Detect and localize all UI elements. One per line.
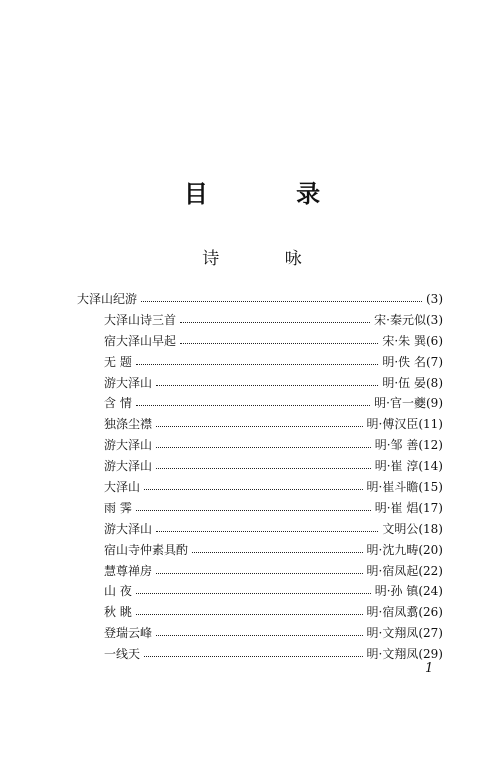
toc-entry-page: (26) [418,605,443,620]
toc-entry-title: 宿山寺仲素具酌 [104,542,189,557]
toc-entry-row[interactable] [77,331,443,352]
toc-entry-row[interactable] [77,623,443,644]
toc-leader-dots [156,573,363,574]
toc-leader-dots [180,343,378,344]
toc-entry-title: 游大泽山 [104,521,153,536]
toc-leader-dots [136,593,371,594]
toc-entry-title: 秋 眺 [104,605,132,620]
toc-leader-dots [144,656,363,657]
toc-entry-row[interactable] [77,602,443,623]
toc-entry-title: 大泽山 [104,480,141,495]
toc-leader-dots [156,426,363,427]
toc-entry-row[interactable] [77,310,443,331]
toc-group-label: 大泽山纪游 [77,292,138,306]
toc-entry-page: (7) [426,354,443,369]
page-title: 目 录 [183,180,361,208]
toc-entry-row[interactable] [77,456,443,477]
toc-entry-page: (15) [418,480,443,495]
toc-leader-dots [136,405,370,406]
toc-leader-dots [180,322,370,323]
toc-entry-author: 明·佚 名 [382,354,426,369]
toc-entry-row[interactable] [77,561,443,582]
toc-entry-row[interactable] [77,373,443,394]
toc-leader-dots [136,364,379,365]
section-heading: 诗 咏 [202,249,332,269]
toc-entry-title: 一线天 [104,647,141,662]
toc-entry-page: (29) [418,647,443,662]
toc-entry-row[interactable] [77,477,443,498]
toc-leader-dots [141,301,422,302]
toc-entry-row[interactable] [77,540,443,561]
toc-entry-page: (17) [418,500,443,515]
toc-entry-author: 明·邹 善 [374,438,419,453]
toc-entry-row[interactable] [77,435,443,456]
toc-entry-title: 游大泽山 [104,438,153,453]
toc-entry-title: 含 情 [104,396,132,411]
toc-entry-page: (14) [418,459,443,474]
toc-entry-page: (3) [426,312,443,327]
toc-entry-row[interactable] [77,644,443,665]
toc-leader-dots [136,614,363,615]
toc-leader-dots [136,510,371,511]
toc-entry-page: (8) [426,375,443,390]
toc-entry-title: 大泽山诗三首 [104,312,177,327]
table-of-contents [77,289,443,665]
toc-entry-author: 明·文翔凤 [366,647,419,662]
toc-entry-page: (12) [418,438,443,453]
toc-entry-page: (9) [426,396,443,411]
toc-entry-title: 慧尊禅房 [104,563,153,578]
toc-leader-dots [156,531,378,532]
toc-entry-title: 独涤尘襟 [104,417,153,432]
toc-entries [77,310,443,665]
toc-entry-page: (6) [426,333,443,348]
toc-leader-dots [156,385,378,386]
toc-entry-author: 明·崔 淳 [374,459,419,474]
toc-entry-title: 无 题 [104,354,132,369]
toc-entry-author: 明·崔斗瞻 [366,480,419,495]
toc-entry-title: 山 夜 [104,584,132,599]
toc-leader-dots [156,635,363,636]
toc-group-page: (3) [426,292,443,306]
toc-leader-dots [144,489,363,490]
toc-entry-author: 文明公 [382,521,419,536]
toc-entry-title: 登瑞云峰 [104,626,153,641]
toc-entry-author: 明·宿凤起 [366,563,419,578]
toc-leader-dots [192,552,363,553]
toc-entry-row[interactable] [77,352,443,373]
toc-entry-row[interactable] [77,581,443,602]
toc-entry-author: 宋·朱 巽 [382,333,426,348]
toc-entry-author: 明·沈九畴 [366,542,419,557]
toc-entry-row[interactable] [77,498,443,519]
toc-group-row[interactable] [77,289,443,310]
toc-entry-page: (20) [418,542,443,557]
toc-entry-page: (11) [418,417,443,432]
toc-leader-dots [156,447,371,448]
toc-entry-title: 游大泽山 [104,459,153,474]
toc-entry-author: 明·崔 焻 [374,500,419,515]
toc-entry-row[interactable] [77,393,443,414]
toc-entry-title: 游大泽山 [104,375,153,390]
toc-entry-author: 宋·秦元似 [374,312,426,327]
toc-entry-author: 明·孙 镇 [374,584,419,599]
toc-entry-author: 明·宿凤翥 [366,605,419,620]
toc-entry-title: 宿大泽山早起 [104,333,177,348]
toc-entry-page: (22) [418,563,443,578]
toc-entry-author: 明·文翔凤 [366,626,419,641]
toc-entry-author: 明·官一夔 [374,396,426,411]
toc-entry-row[interactable] [77,414,443,435]
toc-entry-author: 明·傅汉臣 [366,417,419,432]
toc-entry-page: (27) [418,626,443,641]
toc-entry-author: 明·伍 晏 [382,375,426,390]
toc-leader-dots [156,468,371,469]
toc-entry-row[interactable] [77,519,443,540]
toc-entry-page: (24) [418,584,443,599]
toc-entry-page: (18) [418,521,443,536]
page-number: 1 [425,661,434,676]
toc-entry-title: 雨 霁 [104,500,132,515]
